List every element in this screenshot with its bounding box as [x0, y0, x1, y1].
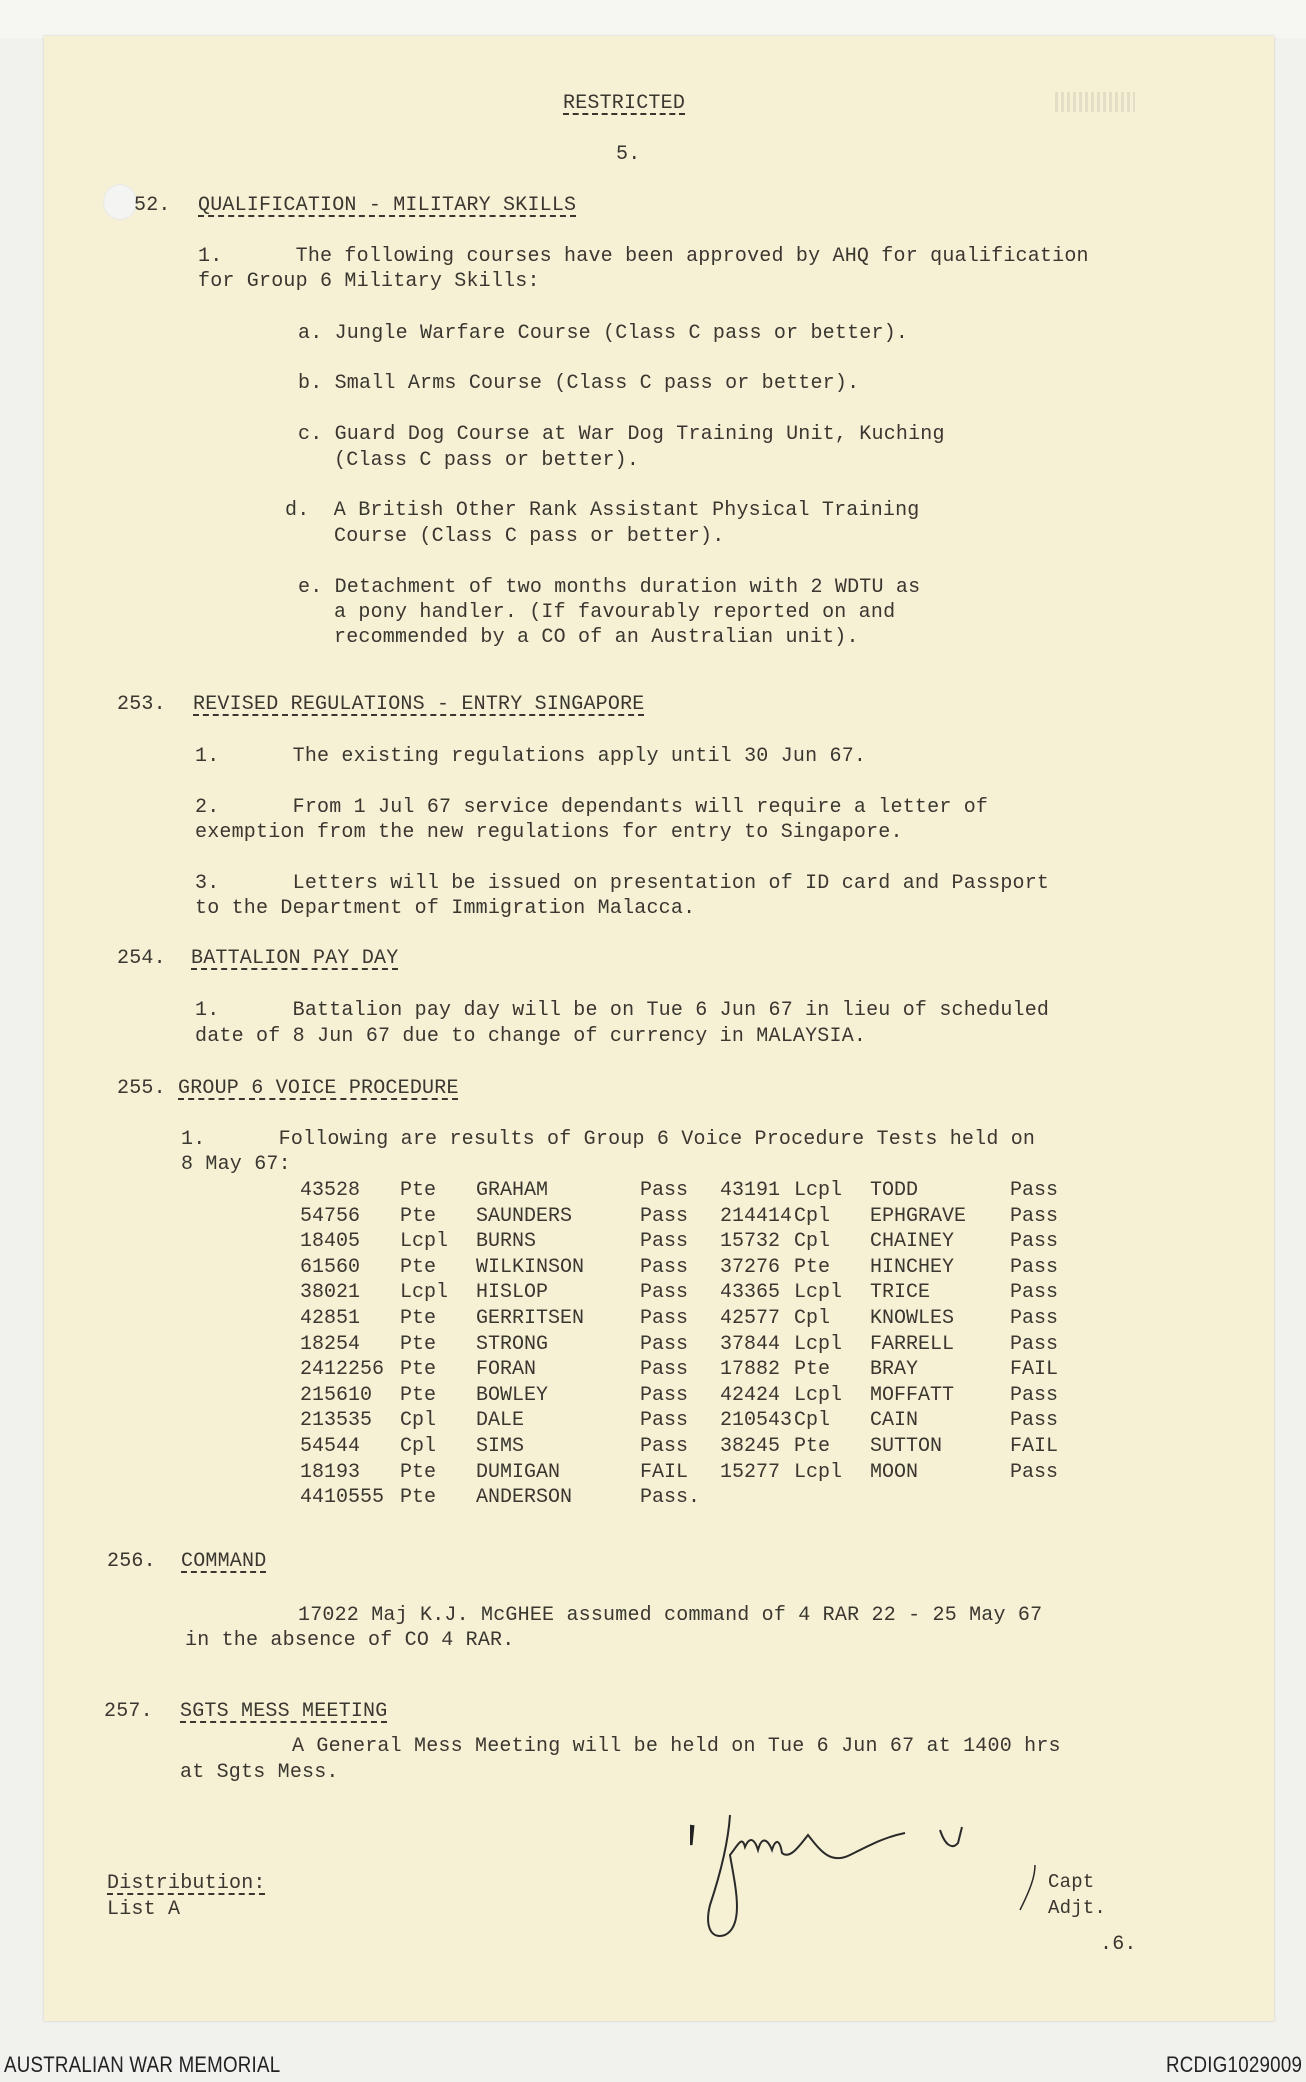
cell-service-number: 43528 — [300, 1179, 361, 1202]
cell-name: GRAHAM — [476, 1179, 549, 1202]
section-number: 52. — [134, 194, 171, 217]
cell-rank: Cpl — [400, 1409, 437, 1433]
cell-rank: Lcpl — [794, 1460, 843, 1484]
paragraph: for Group 6 Military Skills: — [198, 270, 540, 293]
list-item-cont: Course (Class C pass or better). — [334, 525, 725, 548]
cell-result: Pass — [1010, 1383, 1059, 1407]
cell-name: WILKINSON — [476, 1255, 585, 1279]
cell-result: Pass — [640, 1204, 689, 1228]
record-id: RCDIG1029009 — [1165, 2052, 1302, 2077]
paragraph: 1. Battalion pay day will be on Tue 6 Jun 67 in lieu of scheduled — [195, 999, 1050, 1022]
list-item: b. Small Arms Course (Class C pass or better). — [298, 372, 860, 395]
cell-rank: Pte — [400, 1486, 437, 1510]
signature-stroke — [708, 1815, 905, 1936]
cell-name: ANDERSON — [476, 1486, 573, 1510]
cell-rank: Lcpl — [794, 1281, 843, 1305]
list-item-cont: a pony handler. (If favourably reported on and — [334, 601, 896, 624]
cell-result: Pass — [640, 1332, 689, 1356]
cell-rank: Pte — [400, 1358, 437, 1382]
cell-name: MOON — [870, 1460, 919, 1484]
cell-service-number: 4410555 — [300, 1486, 385, 1510]
cell-name: CAIN — [870, 1409, 919, 1433]
cell-name: EPHGRAVE — [870, 1204, 967, 1228]
cell-result: Pass — [1010, 1179, 1059, 1202]
cell-service-number: 42577 — [720, 1307, 781, 1330]
cell-name: STRONG — [476, 1332, 549, 1356]
paragraph: 2. From 1 Jul 67 service dependants will require a letter of — [195, 796, 989, 819]
signature-stroke — [690, 1825, 692, 1845]
section-title: BATTALION PAY DAY — [191, 947, 399, 970]
section-number: 255. — [117, 1077, 166, 1100]
cell-name: BRAY — [870, 1358, 919, 1382]
cell-service-number: 43191 — [720, 1179, 781, 1202]
section-title: GROUP 6 VOICE PROCEDURE — [178, 1077, 459, 1100]
paragraph: to the Department of Immigration Malacca. — [195, 897, 696, 920]
cell-service-number: 17882 — [720, 1358, 781, 1382]
section-number: 253. — [117, 693, 166, 716]
cell-result: Pass — [1010, 1409, 1059, 1433]
cell-service-number: 54756 — [300, 1204, 361, 1228]
paragraph: 1. The following courses have been approved by AHQ for qualification — [198, 245, 1089, 268]
signatory-rank: Capt — [1048, 1871, 1095, 1893]
cell-service-number: 42424 — [720, 1383, 781, 1407]
paragraph: date of 8 Jun 67 due to change of currency in MALAYSIA. — [195, 1025, 867, 1048]
cell-result: Pass — [1010, 1332, 1059, 1356]
cell-name: BOWLEY — [476, 1383, 549, 1407]
section-title: SGTS MESS MEETING — [180, 1700, 388, 1723]
paragraph: 1. Following are results of Group 6 Voice Procedure Tests held on — [181, 1128, 1036, 1151]
cell-result: Pass — [640, 1358, 689, 1382]
paragraph: A General Mess Meeting will be held on Tue 6 Jun 67 at 1400 hrs — [292, 1735, 1061, 1758]
cell-name: MOFFATT — [870, 1383, 955, 1407]
cell-name: CHAINEY — [870, 1230, 955, 1254]
cell-rank: Cpl — [400, 1435, 437, 1458]
paragraph: 17022 Maj K.J. McGHEE assumed command of 4 RAR 22 - 25 May 67 — [298, 1604, 1043, 1627]
cell-rank: Pte — [794, 1255, 831, 1279]
paragraph: 3. Letters will be issued on presentation of ID card and Passport — [195, 872, 1050, 895]
paragraph: in the absence of CO 4 RAR. — [185, 1629, 515, 1652]
cell-name: GERRITSEN — [476, 1307, 585, 1330]
cell-result: Pass — [640, 1307, 689, 1330]
cell-result: Pass — [1010, 1281, 1059, 1305]
cell-rank: Lcpl — [400, 1230, 449, 1254]
cell-name: TODD — [870, 1179, 919, 1202]
cell-name: TRICE — [870, 1281, 931, 1305]
cell-service-number: 38245 — [720, 1435, 781, 1458]
cell-result: Pass — [1010, 1255, 1059, 1279]
cell-service-number: 18405 — [300, 1230, 361, 1254]
cell-result: Pass. — [640, 1486, 701, 1510]
section-number: 257. — [104, 1700, 153, 1723]
cell-service-number: 213535 — [300, 1409, 373, 1433]
paragraph: 1. The existing regulations apply until 30 Jun 67. — [195, 745, 867, 768]
cell-result: Pass — [640, 1409, 689, 1433]
section-title: REVISED REGULATIONS - ENTRY SINGAPORE — [193, 693, 645, 716]
list-item-cont: (Class C pass or better). — [334, 449, 640, 472]
cell-service-number: 15277 — [720, 1460, 781, 1484]
section-number: 256. — [107, 1550, 156, 1573]
cell-rank: Pte — [400, 1204, 437, 1228]
cell-result: Pass — [1010, 1460, 1059, 1484]
cell-result: Pass — [1010, 1230, 1059, 1254]
cell-service-number: 38021 — [300, 1281, 361, 1305]
cell-service-number: 37844 — [720, 1332, 781, 1356]
list-item: d. A British Other Rank Assistant Physical Training — [285, 499, 920, 522]
distribution-label: Distribution: — [107, 1872, 266, 1895]
paragraph: 8 May 67: — [181, 1153, 291, 1176]
cell-result: Pass — [640, 1383, 689, 1407]
cell-rank: Cpl — [794, 1307, 831, 1330]
cell-service-number: 61560 — [300, 1255, 361, 1279]
section-title: QUALIFICATION - MILITARY SKILLS — [198, 194, 577, 217]
distribution-list: List A — [107, 1898, 181, 1921]
cell-result: FAIL — [1010, 1358, 1059, 1382]
cell-service-number: 214414 — [720, 1204, 793, 1228]
cell-name: SIMS — [476, 1435, 525, 1458]
paragraph: exemption from the new regulations for entry to Singapore. — [195, 821, 903, 844]
signatory-role: Adjt. — [1048, 1897, 1107, 1919]
section-title: COMMAND — [181, 1550, 267, 1573]
cell-result: Pass — [640, 1435, 689, 1458]
cell-service-number: 37276 — [720, 1255, 781, 1279]
cell-rank: Cpl — [794, 1230, 831, 1254]
handwritten-signature — [690, 1805, 1190, 1945]
classification-marking: RESTRICTED — [563, 92, 686, 115]
punch-hole — [103, 184, 137, 220]
cell-service-number: 210543 — [720, 1409, 793, 1433]
list-item: c. Guard Dog Course at War Dog Training Unit, Kuching — [298, 423, 945, 446]
cell-rank: Lcpl — [400, 1281, 449, 1305]
list-item: a. Jungle Warfare Course (Class C pass or better). — [298, 322, 909, 345]
cell-service-number: 18193 — [300, 1460, 361, 1484]
cell-result: Pass — [640, 1179, 689, 1202]
cell-service-number: 43365 — [720, 1281, 781, 1305]
cell-rank: Pte — [400, 1460, 437, 1484]
signature-stroke — [1020, 1865, 1035, 1910]
cell-service-number: 42851 — [300, 1307, 361, 1330]
section-number: 254. — [117, 947, 166, 970]
cell-rank: Lcpl — [794, 1179, 843, 1202]
cell-name: FORAN — [476, 1358, 537, 1382]
cell-result: Pass — [1010, 1307, 1059, 1330]
cell-result: Pass — [640, 1255, 689, 1279]
cell-result: FAIL — [1010, 1435, 1059, 1458]
cell-name: SAUNDERS — [476, 1204, 573, 1228]
cell-rank: Lcpl — [794, 1332, 843, 1356]
signature-stroke — [940, 1827, 962, 1846]
cell-name: BURNS — [476, 1230, 537, 1254]
page-number: 5. — [616, 143, 641, 166]
list-item: e. Detachment of two months duration with 2 WDTU as — [298, 576, 921, 599]
cell-result: FAIL — [640, 1460, 689, 1484]
next-page-number: .6. — [1100, 1933, 1137, 1956]
cell-name: DUMIGAN — [476, 1460, 561, 1484]
cell-name: KNOWLES — [870, 1307, 955, 1330]
cell-name: DALE — [476, 1409, 525, 1433]
cell-name: HINCHEY — [870, 1255, 955, 1279]
institution-label: AUSTRALIAN WAR MEMORIAL — [4, 2052, 281, 2077]
cell-rank: Pte — [794, 1435, 831, 1458]
cell-rank: Pte — [400, 1383, 437, 1407]
list-item-cont: recommended by a CO of an Australian unit). — [334, 626, 859, 649]
cell-result: Pass — [640, 1281, 689, 1305]
cell-result: Pass — [640, 1230, 689, 1254]
cell-rank: Lcpl — [794, 1383, 843, 1407]
cell-rank: Cpl — [794, 1204, 831, 1228]
cell-name: SUTTON — [870, 1435, 943, 1458]
cell-rank: Pte — [400, 1179, 437, 1202]
cell-rank: Pte — [400, 1307, 437, 1330]
scan-margin-top — [0, 0, 1306, 38]
cell-service-number: 15732 — [720, 1230, 781, 1254]
cell-name: FARRELL — [870, 1332, 955, 1356]
cell-rank: Pte — [400, 1332, 437, 1356]
paragraph: at Sgts Mess. — [180, 1761, 339, 1784]
cell-rank: Pte — [794, 1358, 831, 1382]
cell-service-number: 215610 — [300, 1383, 373, 1407]
cell-service-number: 18254 — [300, 1332, 361, 1356]
cell-service-number: 54544 — [300, 1435, 361, 1458]
show-through-text — [1055, 92, 1135, 112]
cell-service-number: 2412256 — [300, 1358, 385, 1382]
cell-name: HISLOP — [476, 1281, 549, 1305]
cell-rank: Cpl — [794, 1409, 831, 1433]
cell-rank: Pte — [400, 1255, 437, 1279]
cell-result: Pass — [1010, 1204, 1059, 1228]
